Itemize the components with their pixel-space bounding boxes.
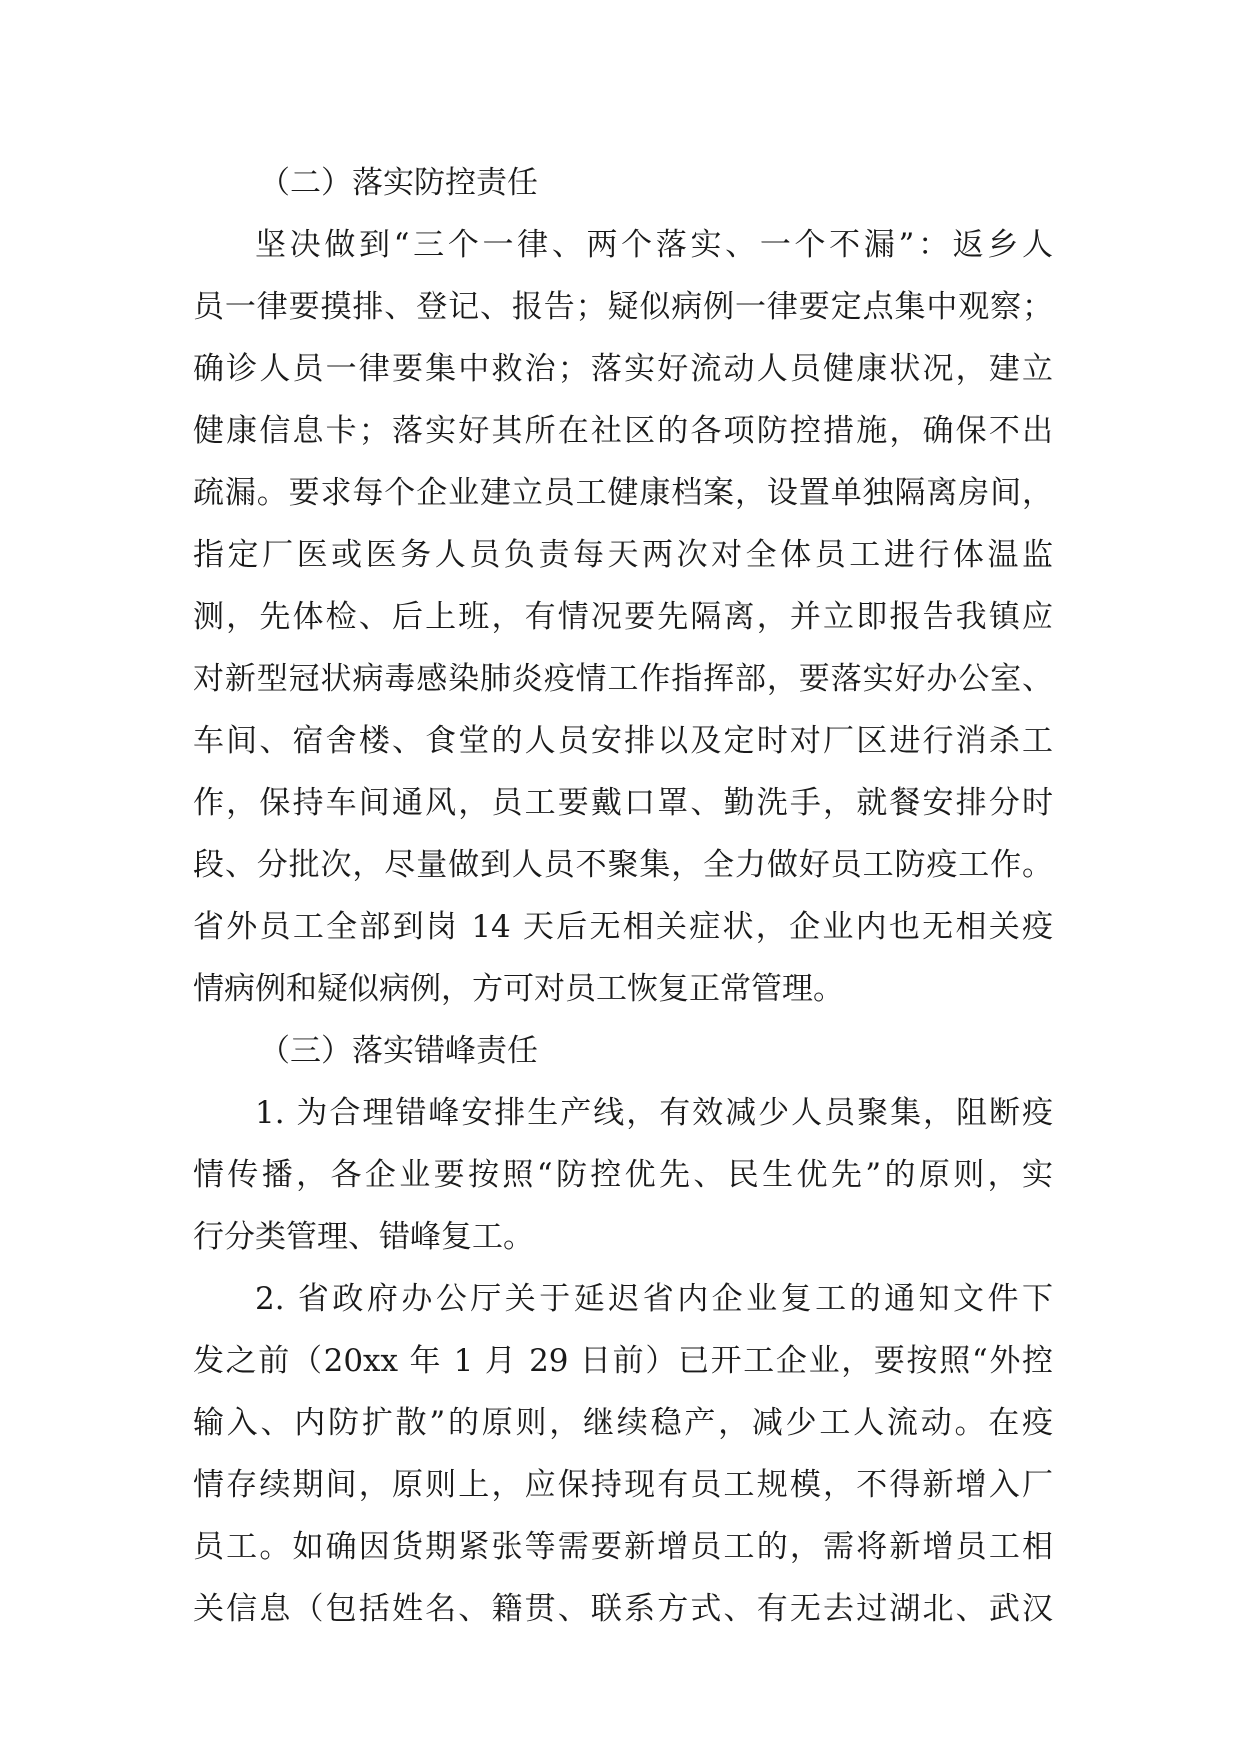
paragraph-line: 坚决做到“三个一律、两个落实、一个不漏”：返乡人 [255,227,1053,263]
paragraph-line: 省外员工全部到岗 14 天后无相关症状，企业内也无相关疫 [193,909,1053,945]
paragraph-line: 指定厂医或医务人员负责每天两次对全体员工进行体温监 [193,537,1053,573]
section-heading: （三）落实错峰责任 [259,1033,538,1069]
paragraph-line: 情病例和疑似病例，方可对员工恢复正常管理。 [193,971,844,1007]
paragraph-line: 情存续期间，原则上，应保持现有员工规模，不得新增入厂 [193,1467,1053,1503]
paragraph-line: 作，保持车间通风，员工要戴口罩、勤洗手，就餐安排分时 [193,785,1053,821]
paragraph-line: 疏漏。要求每个企业建立员工健康档案，设置单独隔离房间， [193,475,1053,511]
paragraph-line: 情传播，各企业要按照“防控优先、民生优先”的原则，实 [193,1157,1053,1193]
paragraph-line: 员工。如确因货期紧张等需要新增员工的，需将新增员工相 [193,1529,1053,1565]
paragraph-line: 员一律要摸排、登记、报告；疑似病例一律要定点集中观察； [193,289,1053,325]
paragraph-line: 发之前（20xx 年 1 月 29 日前）已开工企业，要按照“外控 [193,1343,1053,1379]
paragraph-line: 2. 省政府办公厅关于延迟省内企业复工的通知文件下 [255,1281,1053,1317]
paragraph-line: 1. 为合理错峰安排生产线，有效减少人员聚集，阻断疫 [255,1095,1053,1131]
paragraph-line: 关信息（包括姓名、籍贯、联系方式、有无去过湖北、武汉 [193,1591,1053,1627]
paragraph-line: 行分类管理、错峰复工。 [193,1219,534,1255]
paragraph-line: 段、分批次，尽量做到人员不聚集，全力做好员工防疫工作。 [193,847,1053,883]
paragraph-line: 对新型冠状病毒感染肺炎疫情工作指挥部，要落实好办公室、 [193,661,1053,697]
paragraph-line: 健康信息卡；落实好其所在社区的各项防控措施，确保不出 [193,413,1053,449]
paragraph-line: 输入、内防扩散”的原则，继续稳产，减少工人流动。在疫 [193,1405,1053,1441]
paragraph-line: 测，先体检、后上班，有情况要先隔离，并立即报告我镇应 [193,599,1053,635]
document-body [193,152,1053,1640]
paragraph-line: 确诊人员一律要集中救治；落实好流动人员健康状况，建立 [193,351,1053,387]
paragraph-line: 车间、宿舍楼、食堂的人员安排以及定时对厂区进行消杀工 [193,723,1053,759]
section-heading: （二）落实防控责任 [259,165,538,201]
